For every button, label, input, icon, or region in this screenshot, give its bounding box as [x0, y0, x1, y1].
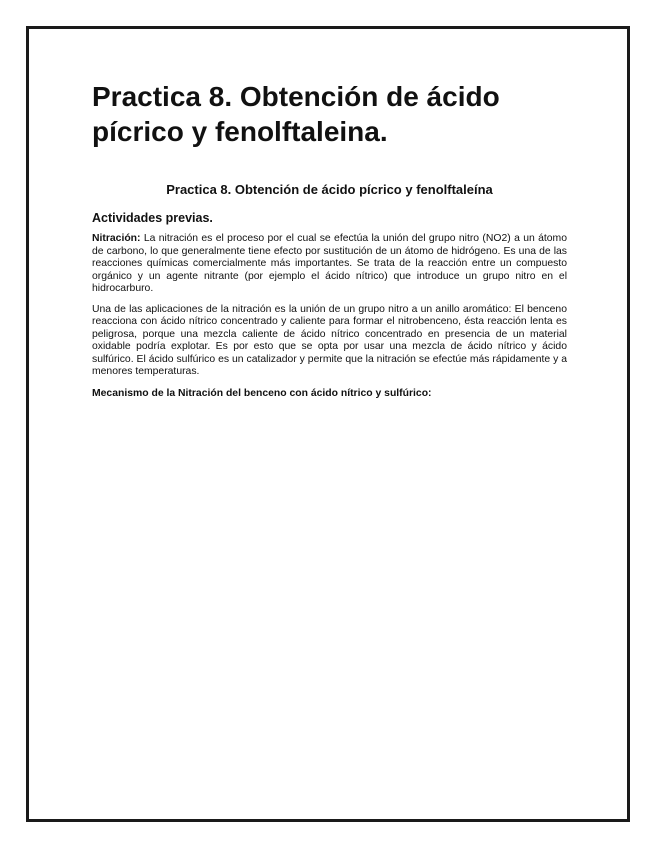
page-content: [92, 79, 567, 400]
document-page: [26, 26, 630, 822]
page-title: Practica 8. Obtención de ácido pícrico y fenolftaleina.: [92, 81, 500, 147]
paragraph-aplicaciones: Una de las aplicaciones de la nitración es la unión de un grupo nitro a un anillo aromático: El benceno reacciona con ácido nítrico concentrado y caliente para formar el nitrobenceno, ésta reacción lenta es peligrosa, porque una mezcla caliente de ácido nítrico concentrado en presencia de un material oxidable podría explotar. Es por esto que se opta por usar una mezcla de ácido nítrico y ácido sulfúrico. El ácido sulfúrico es un catalizador y permite que la nitración se efectúe más rápidamente y a menores temperaturas.: [92, 303, 567, 377]
paragraph-nitracion-text: La nitración es el proceso por el cual se efectúa la unión del grupo nitro (NO2) a un átomo de carbono, lo que generalmente tiene efecto por sustitución de un átomo de hidrógeno. Es una de las reacciones químicas comercialmente más importantes. Se trata de la reacción entre un compuesto orgánico y un agente nitrante (por ejemplo el ácido nítrico) que introduce un grupo nitro en el hidrocarburo.: [92, 233, 567, 294]
document-subtitle: Practica 8. Obtención de ácido pícrico y fenolftaleína: [166, 182, 493, 197]
paragraph-lead-label: Nitración:: [92, 233, 141, 244]
paragraph-nitracion: [92, 233, 567, 296]
mechanism-heading: Mecanismo de la Nitración del benceno con ácido nítrico y sulfúrico:: [92, 387, 432, 399]
section-heading: Actividades previas.: [92, 211, 213, 225]
